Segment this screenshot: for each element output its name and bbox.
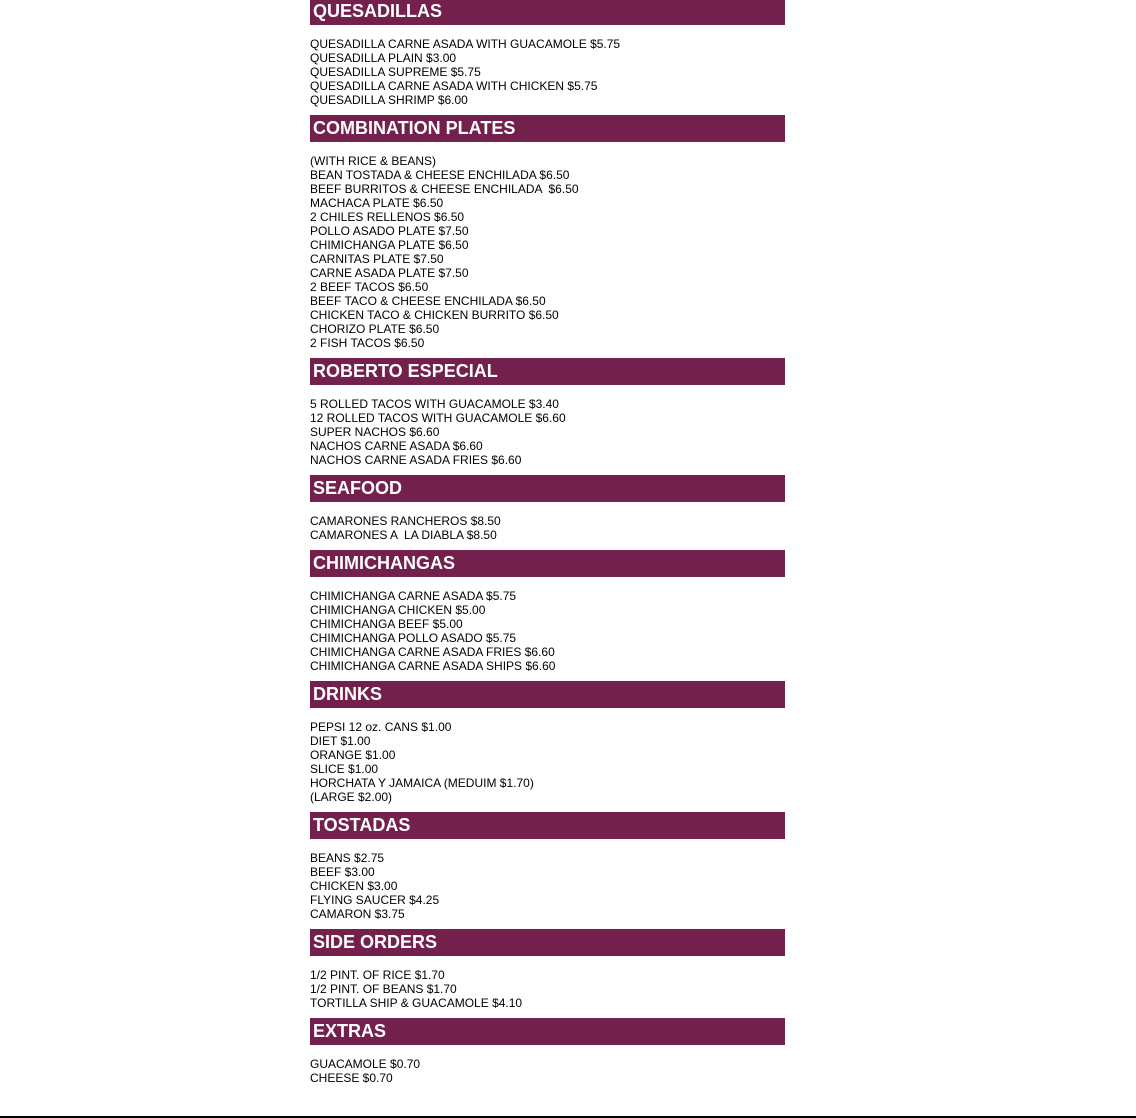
menu-item: BEEF $3.00 [310,865,375,879]
section-header: COMBINATION PLATES [310,115,785,142]
menu-item: CHIMICHANGA CHICKEN $5.00 [310,603,486,617]
menu-item: 5 ROLLED TACOS WITH GUACAMOLE $3.40 [310,397,559,411]
menu-item: PEPSI 12 oz. CANS $1.00 [310,720,452,734]
menu-item: CHIMICHANGA CARNE ASADA SHIPS $6.60 [310,659,556,673]
menu-item-list [310,502,785,550]
section-header: TOSTADAS [310,812,785,839]
section-header: SIDE ORDERS [310,929,785,956]
section-header: ROBERTO ESPECIAL [310,358,785,385]
menu-item: BEEF BURRITOS & CHEESE ENCHILADA $6.50 [310,182,579,196]
section-header: DRINKS [310,681,785,708]
menu-item: (WITH RICE & BEANS) [310,154,437,168]
menu-content [310,0,785,1093]
menu-item: CHIMICHANGA CARNE ASADA $5.75 [310,589,517,603]
menu-item: SLICE $1.00 [310,762,379,776]
menu-item-list [310,142,785,358]
section-header: SEAFOOD [310,475,785,502]
menu-item: 2 FISH TACOS $6.50 [310,336,425,350]
menu-item: CAMARONES RANCHEROS $8.50 [310,514,501,528]
menu-item: QUESADILLA PLAIN $3.00 [310,51,457,65]
menu-item: CHIMICHANGA PLATE $6.50 [310,238,469,252]
menu-item: QUESADILLA SHRIMP $6.00 [310,93,468,107]
menu-item: HORCHATA Y JAMAICA (MEDUIM $1.70) [310,776,534,790]
menu-item: CAMARON $3.75 [310,907,405,921]
menu-item-list [310,708,785,812]
section-combination-plates [310,115,785,358]
menu-item: BEAN TOSTADA & CHEESE ENCHILADA $6.50 [310,168,570,182]
section-roberto-especial [310,358,785,475]
menu-item: GUACAMOLE $0.70 [310,1057,421,1071]
menu-item: 2 CHILES RELLENOS $6.50 [310,210,465,224]
menu-item-list [310,1045,785,1093]
menu-item: MACHACA PLATE $6.50 [310,196,444,210]
menu-item: CAMARONES A LA DIABLA $8.50 [310,528,497,542]
menu-item: BEANS $2.75 [310,851,385,865]
menu-item: 1/2 PINT. OF RICE $1.70 [310,968,445,982]
menu-item-list [310,25,785,115]
menu-item: NACHOS CARNE ASADA $6.60 [310,439,483,453]
menu-item: 2 BEEF TACOS $6.50 [310,280,429,294]
section-drinks [310,681,785,812]
menu-item: CHIMICHANGA POLLO ASADO $5.75 [310,631,517,645]
menu-item: QUESADILLA CARNE ASADA WITH CHICKEN $5.75 [310,79,598,93]
menu-item: CHEESE $0.70 [310,1071,393,1085]
section-header: CHIMICHANGAS [310,550,785,577]
menu-item: CHIMICHANGA CARNE ASADA FRIES $6.60 [310,645,555,659]
menu-item: CHICKEN TACO & CHICKEN BURRITO $6.50 [310,308,559,322]
menu-item-list [310,956,785,1018]
section-quesadillas [310,0,785,115]
section-extras [310,1018,785,1093]
menu-item: BEEF TACO & CHEESE ENCHILADA $6.50 [310,294,546,308]
menu-item: DIET $1.00 [310,734,371,748]
section-seafood [310,475,785,550]
menu-item: QUESADILLA SUPREME $5.75 [310,65,481,79]
menu-item: POLLO ASADO PLATE $7.50 [310,224,469,238]
section-side-orders [310,929,785,1018]
section-header: EXTRAS [310,1018,785,1045]
menu-item: TORTILLA SHIP & GUACAMOLE $4.10 [310,996,523,1010]
menu-item: FLYING SAUCER $4.25 [310,893,440,907]
menu-item: 12 ROLLED TACOS WITH GUACAMOLE $6.60 [310,411,566,425]
menu-item: (LARGE $2.00) [310,790,393,804]
menu-item: CHICKEN $3.00 [310,879,398,893]
menu-item-list [310,577,785,681]
menu-item: CARNE ASADA PLATE $7.50 [310,266,469,280]
menu-item: NACHOS CARNE ASADA FRIES $6.60 [310,453,522,467]
menu-item-list [310,839,785,929]
menu-item: SUPER NACHOS $6.60 [310,425,440,439]
menu-item: 1/2 PINT. OF BEANS $1.70 [310,982,457,996]
menu-item: QUESADILLA CARNE ASADA WITH GUACAMOLE $5.75 [310,37,621,51]
menu-item: CARNITAS PLATE $7.50 [310,252,444,266]
menu-item: CHORIZO PLATE $6.50 [310,322,440,336]
menu-item: ORANGE $1.00 [310,748,396,762]
section-tostadas [310,812,785,929]
menu-item: CHIMICHANGA BEEF $5.00 [310,617,463,631]
section-header: QUESADILLAS [310,0,785,25]
section-chimichangas [310,550,785,681]
menu-item-list [310,385,785,475]
